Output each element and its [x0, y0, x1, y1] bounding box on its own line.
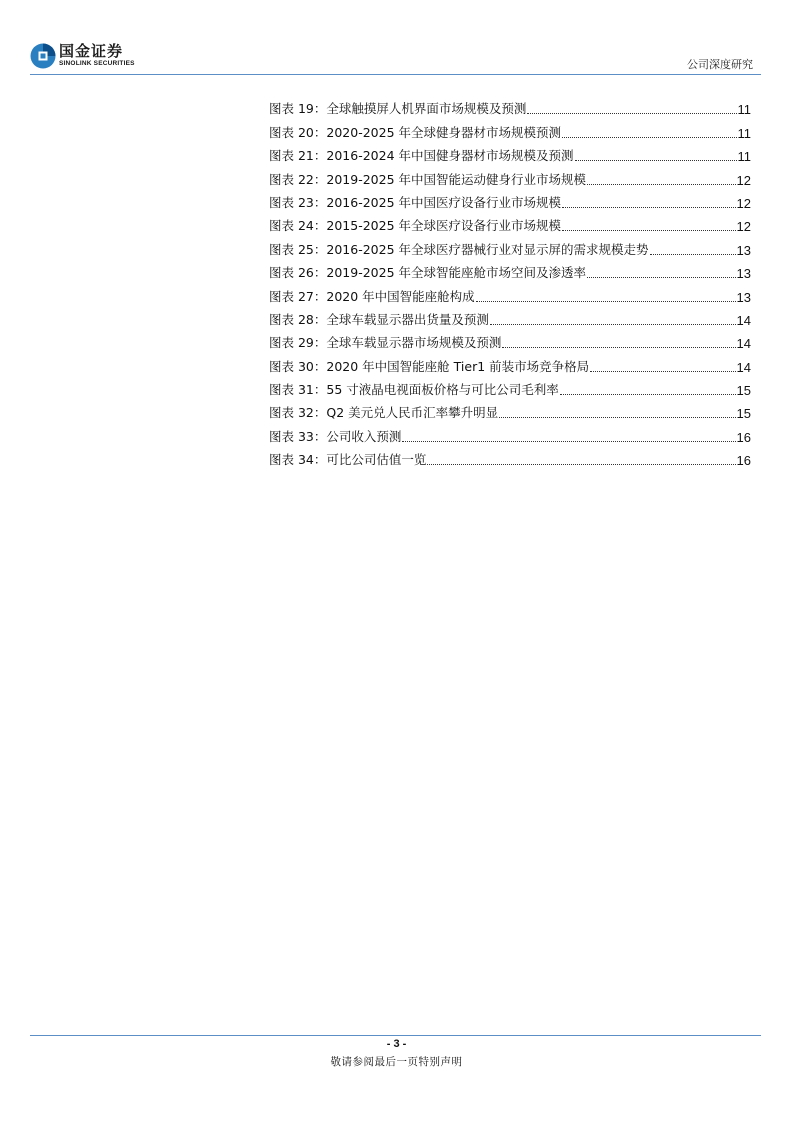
toc-entry-number: 图表 34： [269, 452, 327, 468]
toc-entry-title: 2016-2024 年中国健身器材市场规模及预测 [326, 148, 574, 164]
toc-entry-label [269, 263, 586, 281]
toc-entry-label [269, 123, 561, 141]
toc-entry-title: 55 寸液晶电视面板价格与可比公司毛利率 [326, 382, 559, 398]
toc-entry-page: 13 [736, 289, 751, 305]
toc-entry[interactable] [269, 94, 751, 117]
toc-entry[interactable] [269, 328, 751, 351]
toc-entry[interactable] [269, 141, 751, 164]
toc-entry[interactable] [269, 305, 751, 328]
toc-entry-page: 11 [737, 149, 751, 165]
toc-entry[interactable] [269, 188, 751, 211]
toc-entry-page: 11 [737, 102, 751, 118]
toc-entry-page: 14 [736, 312, 751, 328]
toc-entry[interactable] [269, 281, 751, 304]
logo [30, 43, 135, 69]
toc-entry-number: 图表 29： [269, 335, 327, 351]
toc-leader-dots [562, 136, 737, 138]
toc-entry-page: 12 [736, 195, 751, 211]
toc-entry-number: 图表 27： [269, 288, 327, 304]
toc-entry-title: 2019-2025 年全球智能座舱市场空间及渗透率 [326, 265, 586, 281]
toc-entry-title: Q2 美元兑人民币汇率攀升明显 [326, 405, 499, 421]
toc-entry-label [269, 450, 426, 468]
toc-entry-title: 2020 年中国智能座舱 Tier1 前装市场竞争格局 [326, 358, 590, 374]
toc-entry[interactable] [269, 117, 751, 140]
header-divider [30, 74, 761, 75]
toc-entry-title: 全球触摸屏人机界面市场规模及预测 [326, 101, 527, 117]
toc-entry-title: 2020-2025 年全球健身器材市场规模预测 [326, 124, 561, 140]
toc-entry-page: 14 [736, 336, 751, 352]
toc-entry[interactable] [269, 398, 751, 421]
toc-entry[interactable] [269, 421, 751, 444]
toc-entry-title: 全球车载显示器市场规模及预测 [326, 335, 502, 351]
logo-text-cn: 国金证券 [59, 42, 124, 61]
sinolink-logo-icon [30, 43, 56, 69]
toc-entry-title: 2019-2025 年中国智能运动健身行业市场规模 [326, 171, 586, 187]
toc-entry-label [269, 193, 561, 211]
toc-entry-title: 可比公司估值一览 [326, 452, 427, 468]
toc-entry-label [269, 333, 501, 351]
toc-entry-page: 12 [736, 172, 751, 188]
toc-entry-number: 图表 28： [269, 311, 327, 327]
toc-entry-page: 14 [736, 359, 751, 375]
toc-leader-dots [402, 440, 735, 442]
disclaimer: 敬请参阅最后一页特别声明 [330, 1056, 463, 1068]
toc-leader-dots [502, 346, 735, 348]
toc-entry-label [269, 380, 559, 398]
logo-text-en: SINOLINK SECURITIES [59, 60, 135, 68]
toc-entry-number: 图表 33： [269, 428, 327, 444]
toc-entry-number: 图表 19： [269, 101, 327, 117]
toc-entry-title: 2016-2025 年中国医疗设备行业市场规模 [326, 194, 561, 210]
toc-entry-number: 图表 23： [269, 194, 327, 210]
toc-entry-label [269, 403, 498, 421]
toc-entry-number: 图表 20： [269, 124, 327, 140]
toc-entry[interactable] [269, 234, 751, 257]
toc-leader-dots [587, 276, 736, 278]
toc-leader-dots [562, 206, 736, 208]
toc-entry-number: 图表 22： [269, 171, 327, 187]
toc-entry-title: 全球车载显示器出货量及预测 [326, 311, 489, 327]
toc-leader-dots [527, 112, 736, 114]
toc-entry-title: 2020 年中国智能座舱构成 [326, 288, 475, 304]
toc-entry-number: 图表 30： [269, 358, 327, 374]
toc-entry-page: 13 [736, 242, 751, 258]
toc-entry-title: 2015-2025 年全球医疗设备行业市场规模 [326, 218, 561, 234]
table-of-figures [269, 94, 751, 468]
toc-entry-label [269, 146, 574, 164]
toc-entry[interactable] [269, 445, 751, 468]
toc-entry[interactable] [269, 375, 751, 398]
toc-entry-label [269, 170, 586, 188]
toc-leader-dots [650, 253, 736, 255]
toc-leader-dots [499, 416, 735, 418]
toc-entry-label [269, 287, 475, 305]
toc-entry-number: 图表 32： [269, 405, 327, 421]
toc-entry-label [269, 427, 401, 445]
toc-entry-number: 图表 25： [269, 241, 327, 257]
toc-entry-page: 15 [736, 383, 751, 399]
toc-entry-number: 图表 31： [269, 382, 327, 398]
toc-entry[interactable] [269, 258, 751, 281]
toc-leader-dots [575, 159, 737, 161]
toc-leader-dots [476, 300, 736, 302]
toc-entry-label [269, 357, 589, 375]
toc-entry-page: 16 [736, 429, 751, 445]
toc-entry-label [269, 240, 649, 258]
toc-entry-label [269, 216, 561, 234]
toc-entry-label [269, 310, 489, 328]
toc-entry-number: 图表 24： [269, 218, 327, 234]
toc-leader-dots [562, 229, 736, 231]
footer-divider [30, 1035, 761, 1036]
toc-leader-dots [490, 323, 736, 325]
page-number: - 3 - [386, 1038, 407, 1050]
toc-entry-page: 16 [736, 453, 751, 469]
toc-leader-dots [427, 463, 735, 465]
toc-entry-page: 13 [736, 266, 751, 282]
toc-entry-page: 15 [736, 406, 751, 422]
report-type: 公司深度研究 [687, 58, 753, 71]
toc-leader-dots [590, 370, 735, 372]
toc-entry[interactable] [269, 164, 751, 187]
toc-entry-title: 公司收入预测 [326, 428, 402, 444]
toc-entry[interactable] [269, 211, 751, 234]
toc-entry[interactable] [269, 351, 751, 374]
toc-entry-number: 图表 26： [269, 265, 327, 281]
toc-leader-dots [560, 393, 736, 395]
toc-entry-label [269, 99, 526, 117]
toc-entry-number: 图表 21： [269, 148, 327, 164]
toc-leader-dots [587, 183, 736, 185]
toc-entry-title: 2016-2025 年全球医疗器械行业对显示屏的需求规模走势 [326, 241, 649, 257]
toc-entry-page: 12 [736, 219, 751, 235]
toc-entry-page: 11 [737, 125, 751, 141]
